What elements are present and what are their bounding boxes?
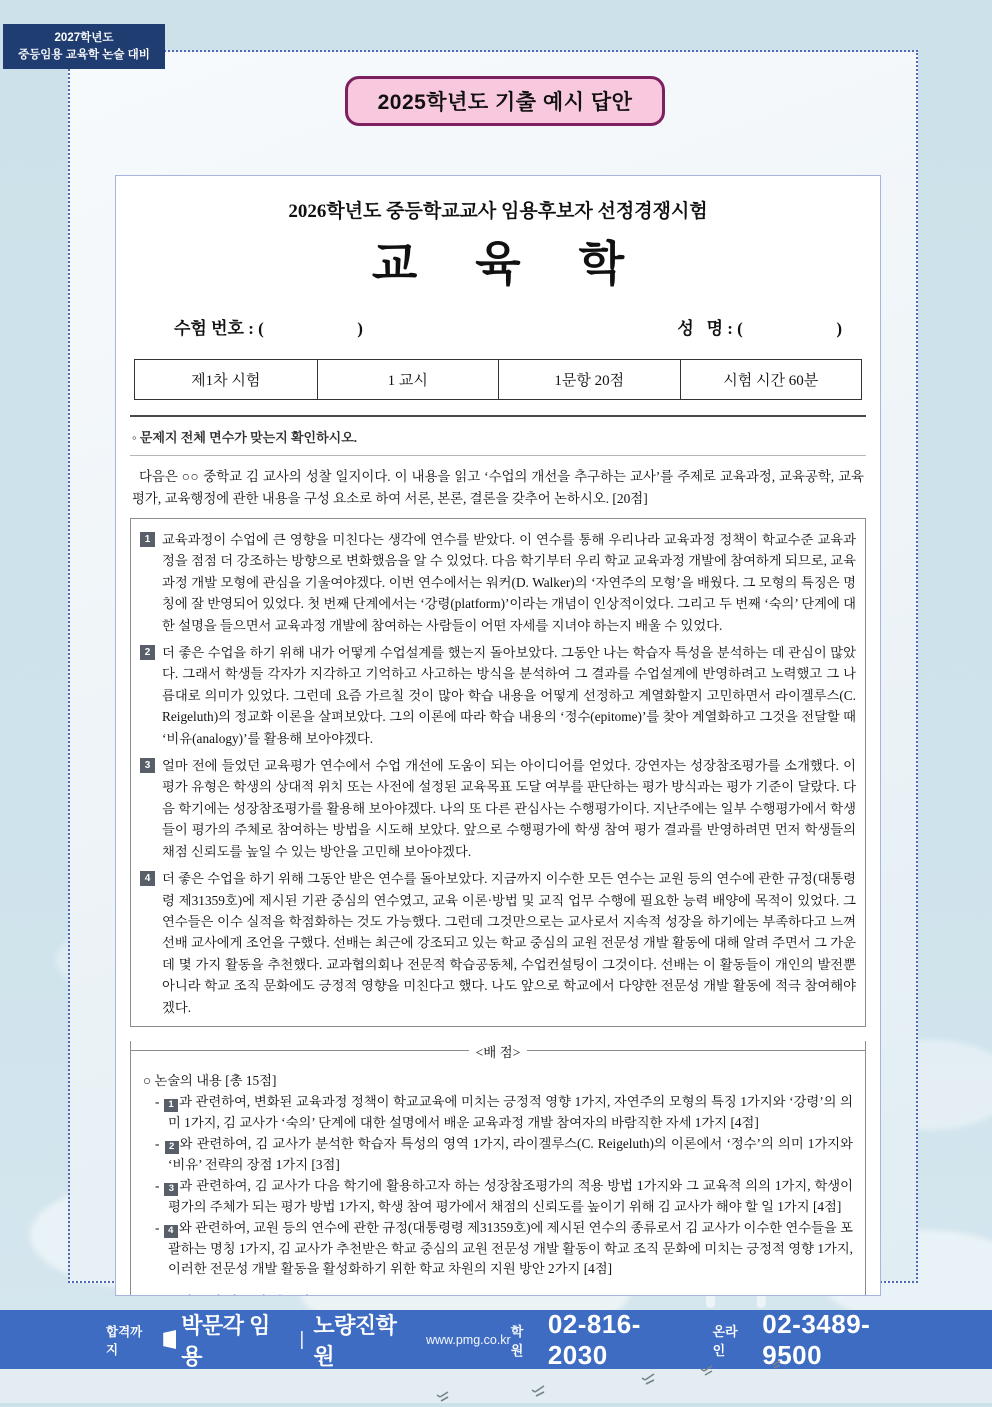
footer-bar — [0, 1310, 992, 1369]
exam-info-table — [134, 359, 862, 400]
scoring-title: <배 점> — [475, 1044, 521, 1060]
info-cell-round: 제1차 시험 — [191, 373, 261, 389]
journal-entry-text: 더 좋은 수업을 하기 위해 내가 어떻게 수업설계를 했는지 돌아보았다. 그동안 나는 학습자 특성을 분석하는 데 관심이 많았다. 그래서 학생들 각자가 지각하고 기억하고 사고하는 방식을 분석하여 그 결과를 수업설계에 반영하려고 노력했고 그 나름대로 의미가 있었다. 그런데 요즘 가르칠 것이 많아 학습 내용을 어떻게 선정하고 계열화할지 고민하면서 라이겔루스(C. Reigeluth)의 정교화 이론을 살펴보았다. 그의 이론에 따라 학습 내용의 ‘정수(epitome)’를 찾아 계열화하고 그것을 전달할 때 ‘비유(analogy)’를 활용해 보아야겠다. — [162, 645, 856, 746]
examinee-id-row — [174, 314, 842, 339]
journal-entry-text: 얼마 전에 들었던 교육평가 연수에서 수업 개선에 도움이 되는 아이디어를 얻었다. 강연자는 성장참조평가를 소개했다. 이 평가 유형은 학생의 상대적 위치 또는 사전에 설정된 교육목표 도달 여부를 판단하는 평가 방식과는 평가 기준이 달랐다. 다음 학기에는 성장참조평가를 활용해 보아야겠다. 나의 또 다른 관심사는 수행평가이다. 지난주에는 일부 수행평가에서 학생들이 평가의 주체로 참여하는 방법을 시도해 보았다. 앞으로 수행평가에 학생 참여 평가 결과를 반영하려면 먼저 학생들의 채점 신뢰도를 높일 수 있는 방안을 고민해 보아야겠다. — [162, 758, 856, 859]
phone-academy-label: 학원 — [510, 1323, 524, 1358]
footer-brand-1: 박문각 임용 — [181, 1312, 270, 1369]
phone-online-number: 02-3489-9500 — [762, 1308, 871, 1370]
entry-number-badge: 3 — [140, 758, 155, 773]
footer-strip — [0, 1369, 992, 1403]
scoring-content-heading: ○ 논술의 내용 [총 15점] — [143, 1072, 277, 1088]
scoring-item-1: - 1 과 관련하여, 변화된 교육과정 정책이 학교교육에 미치는 긍정적 영향 1가지, 자연주의 모형의 특징 1가지와 ‘강령’의 의미 1가지, 김 교사가 ‘숙의’ 단계에 대한 설명에서 배운 교육과정 개발 참여자의 바람직한 자세 1가지 [4점] — [155, 1094, 853, 1130]
journal-entry-1 — [140, 529, 856, 636]
entry-number-badge: 2 — [165, 1141, 179, 1154]
footer-brand-block — [106, 1309, 511, 1371]
scoring-item-2: - 2 와 관련하여, 김 교사가 분석한 학습자 특성의 영역 1가지, 라이겔루스(C. Reigeluth)의 이론에서 ‘정수’의 의미 1가지와 ‘비유’ 전략의 장점 1가지 [3점] — [155, 1136, 853, 1172]
badge-subject: 중등임용 교육학 논술 대비 — [18, 48, 150, 61]
scoring-box-top-border — [130, 1041, 866, 1061]
entry-number-badge: 4 — [140, 871, 155, 886]
question-prompt: 다음은 ○○ 중학교 김 교사의 성찰 일지이다. 이 내용을 읽고 ‘수업의 개선을 추구하는 교사’를 주제로 교육과정, 교육공학, 교육평가, 교육행정에 관한 내용을 구성 요소로 하여 서론, 본론, 결론을 갖추어 논하시오. [20점] — [132, 469, 864, 506]
pmg-logo-icon — [163, 1330, 176, 1349]
entry-number-badge: 4 — [164, 1225, 178, 1238]
entry-number-badge: 2 — [140, 645, 155, 660]
entry-number-badge: 1 — [140, 532, 155, 547]
scoring-box — [130, 1041, 866, 1296]
reflection-journal-box — [130, 518, 866, 1027]
journal-entry-text: 교육과정이 수업에 큰 영향을 미친다는 생각에 연수를 받았다. 이 연수를 통해 우리나라 교육과정 정책이 학교수준 교육과정을 점점 더 강조하는 방향으로 변화했음을 알 수 있었다. 다음 학기부터 우리 학교 교육과정 개발에 참여하게 되므로, 교육과정 개발 모형에 관심을 기울여야겠다. 이번 연수에서는 워커(D. Walker)의 ‘자연주의 모형’을 배웠다. 그 모형의 특징은 명칭에 잘 반영되어 있었다. 첫 번째 단계에서는 ‘강령(platform)’이라는 개념이 인상적이었다. 그리고 두 번째 ‘숙의’ 단계에 대한 설명을 들으면서 교육과정 개발에 참여하는 사람들이 어떤 자세를 지녀야 하는지 배울 수 있었다. — [162, 532, 856, 633]
journal-entry-text: 더 좋은 수업을 하기 위해 그동안 받은 연수를 돌아보았다. 지금까지 이수한 모든 연수는 교원 등의 연수에 관한 규정(대통령령 제31359호)에 제시된 기관 중심의 연수였고, 교육 이론·방법 및 교직 업무 수행에 필요한 능력 배양에 목적이 있었다. 그 연수들은 이수 실적을 학점화하는 것도 가능했다. 그런데 그것만으로는 교사로서 지속적 성장을 하기에는 부족하다고 느껴 선배 교사에게 조언을 구했다. 선배는 최근에 강조되고 있는 학교 중심의 교원 전문성 개발 활동에 대해 알려 주면서 그 가운데 몇 가지 활동을 추천했다. 교과협의회나 전문적 학습공동체, 수업컨설팅이 그것이다. 선배는 이 활동들이 개인의 발전뿐 아니라 학교 조직 문화에도 긍정적 영향을 미친다고 했다. 나도 앞으로 학교에서 다양한 전문성 개발 활동에 적극 참여해야겠다. — [162, 871, 856, 1015]
examinee-number-field: 수험 번호 : ( ) — [174, 319, 363, 338]
subject-title: 교육학 — [371, 239, 683, 291]
bird-footprint-icon — [640, 1372, 656, 1390]
badge-year: 2027학년도 — [54, 32, 114, 45]
bird-footprint-icon — [770, 1356, 782, 1374]
phone-academy-number: 02-816-2030 — [547, 1308, 641, 1370]
footer-brand-2: 노량진학원 — [313, 1312, 397, 1369]
phone-online-label: 온라인 — [712, 1323, 738, 1358]
entry-number-badge: 3 — [164, 1183, 178, 1196]
exam-paper — [115, 175, 881, 1296]
footer-phone-block — [511, 1309, 930, 1371]
bird-footprint-icon — [700, 1363, 714, 1381]
journal-entry-4 — [140, 868, 856, 1018]
scoring-item-4: - 4 와 관련하여, 교원 등의 연수에 관한 규정(대통령령 제31359호)에 제시된 연수의 종류로서 김 교사가 이수한 연수들을 포괄하는 명칭 1가지, 김 교사가 추천받은 학교 중심의 교원 전문성 개발 활동이 학교 조직 문화에 미치는 긍정적 영향 1가지, 이러한 전문성 개발 활동을 활성화하기 위한 학교 차원의 지원 방안 2가지 [4점] — [155, 1220, 853, 1277]
page-check-notice: ◦ 문제지 전체 면수가 맞는지 확인하시오. — [132, 430, 358, 445]
journal-entry-2 — [140, 642, 856, 749]
prep-course-badge — [3, 24, 165, 69]
entry-number-badge: 1 — [164, 1099, 178, 1112]
answer-title-pill — [345, 76, 665, 126]
scoring-body — [131, 1061, 865, 1296]
divider-thin — [130, 455, 866, 456]
divider-thick — [130, 415, 866, 417]
footer-slogan: 합격까지 — [106, 1324, 143, 1357]
journal-entry-3 — [140, 755, 856, 862]
bird-footprint-icon — [530, 1384, 546, 1402]
footer-url: www.pmg.co.kr — [425, 1332, 511, 1347]
examinee-name-field: 성 명 : ( ) — [677, 319, 842, 338]
answer-title-text: 2025학년도 기출 예시 답안 — [377, 91, 633, 114]
info-cell-period: 1 교시 — [317, 360, 499, 399]
info-cell-points: 1문항 20점 — [498, 360, 680, 399]
scoring-form-heading — [143, 1292, 853, 1296]
exam-header-title: 2026학년도 중등학교교사 임용후보자 선정경쟁시험 — [288, 201, 708, 222]
bird-footprint-icon — [436, 1389, 450, 1407]
scoring-item-3: - 3 과 관련하여, 김 교사가 다음 학기에 활용하고자 하는 성장참조평가의 적용 방법 1가지와 그 교육적 의의 1가지, 학생이 평가의 주체가 되는 평가 방법 1가지, 학생 참여 평가에서 채점의 신뢰도를 높이기 위해 김 교사가 해야 할 일 1가지 [4점] — [155, 1178, 853, 1214]
footer-brand-divider: | — [299, 1328, 305, 1350]
info-cell-time: 시험 시간 60분 — [680, 360, 862, 399]
